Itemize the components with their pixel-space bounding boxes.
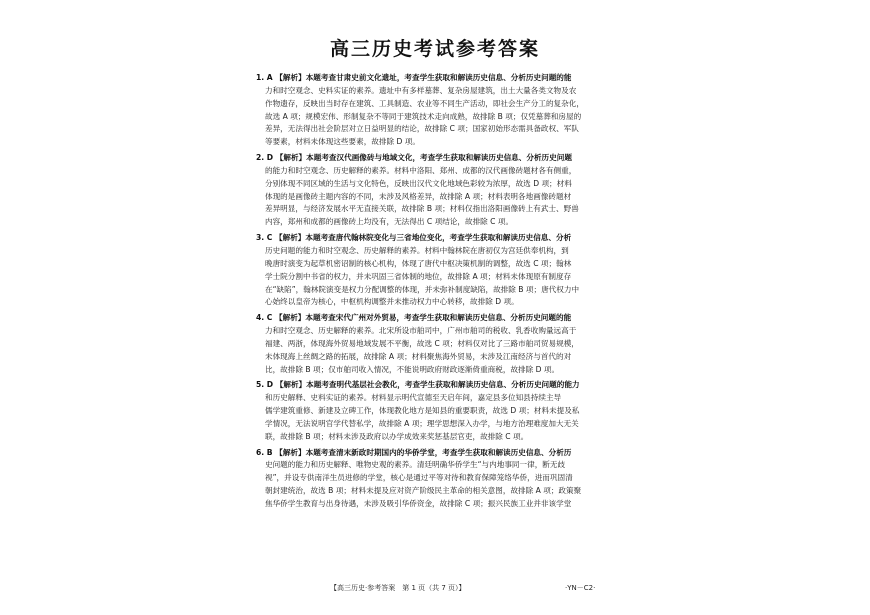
answer-heading-line: 3. C 【解析】本题考查唐代翰林院变化与三省地位变化，考查学生获取和解读历史信息、分析 (256, 233, 572, 243)
answer-heading-line: 4. C 【解析】本题考查宋代广州对外贸易，考查学生获取和解读历史信息、分析历史问题的能 (256, 313, 572, 323)
page-title: 高三历史考试参考答案 (329, 38, 540, 60)
answer-text-line: 学情况，无法说明官学代替私学，故排除 A 项；理学思想深入办学，与地方治理难度加大无关 (265, 418, 579, 428)
answer-item (256, 447, 610, 511)
answers-body (256, 72, 610, 514)
answer-text-line: 历史问题的能力和时空观念、历史解释的素养。材料中翰林院在唐初仅为宫廷供奉机构，到 (265, 245, 569, 255)
answer-text-line: 儒学建筑重修、新建及立碑工作，体现教化地方是知县的重要职责，故选 D 项；材料未提及私 (265, 406, 580, 416)
answer-heading-line: 1. A 【解析】本题考查甘肃史前文化遗址，考查学生获取和解读历史信息、分析历史问题的能 (256, 73, 572, 82)
answer-text-line: 福建、两浙，体现海外贸易地域发展不平衡，故选 C 项；材料仅对比了三路市舶司贸易规模， (265, 338, 579, 348)
answer-text-line: 体现的是画像砖主题内容的不同，未涉及风格差异，故排除 A 项；材料表明各地画像砖题材 (265, 191, 572, 201)
answer-text-line: 等要素，材料未体现这些要素，故排除 D 项。 (265, 137, 420, 147)
answer-text-line: 史问题的能力和历史解释、唯物史观的素养。清廷明确华侨学生“与内地事同一律，断无歧 (265, 460, 566, 470)
answer-item (256, 152, 610, 229)
answer-heading-line: 6. B 【解析】本题考查清末新政时期国内的华侨学堂，考查学生获取和解读历史信息、分析历 (256, 447, 572, 457)
answer-text-line: 朝封建统治，故选 B 项；材料未提及应对资产阶级民主革命的相关意图，故排除 A 项；政策聚 (265, 486, 582, 496)
answer-item (256, 232, 610, 309)
answer-text-line: 晚唐时演变为起草机密诏制的核心机构，体现了唐代中枢决策机制的调整，故选 C 项；翰林 (265, 258, 572, 268)
answer-text-line: 差异，无法得出社会阶层对立日益明显的结论，故排除 C 项；国家初始形态需具备政权、军队 (265, 124, 579, 134)
answer-text-line: 力和时空观念、历史解释的素养。北宋所设市舶司中，广州市舶司的税收、乳香收购量远高于 (265, 326, 577, 336)
answer-text-line: 学士院分割中书省的权力，并未巩固三省体制的地位，故排除 A 项；材料未体现原有制度存 (265, 271, 572, 281)
answer-text-line: 在“缺陷”，翰林院演变是权力分配调整的体现，并未弥补制度缺陷，故排除 B 项；唐代权力中 (265, 284, 580, 294)
answer-text-line: 的能力和时空观念、历史解释的素养。材料中洛阳、郑州、成都的汉代画像砖题材各有侧重， (265, 165, 577, 175)
page-footer (0, 583, 870, 597)
answer-text-line: 内容，郑州和成都的画像砖上均没有，无法得出 C 项结论，故排除 C 项。 (265, 217, 514, 227)
footer-code: ·YN－C2· (565, 584, 596, 592)
answer-text-line: 作物遗存，反映出当时存在建筑、工具制造、农业等不同生产活动，即社会生产分工的复杂化， (265, 98, 584, 108)
answer-text-line: 焦华侨学生教育与出身待遇，未涉及吸引华侨资金，故排除 C 项；振兴民族工业并非该学堂 (265, 499, 572, 508)
answer-text-line: 比，故排除 B 项；仅市舶司收入情况，不能说明政府财政逐渐倚重商税，故排除 D 项。 (265, 364, 560, 374)
answer-text-line: 差异明显，与经济发展水平无直接关联，故排除 B 项；材料仅指出洛阳画像砖上有武士、野兽 (265, 204, 579, 214)
answer-text-line: 心始终以皇帝为核心，中枢机构调整并未推动权力中心转移，故排除 D 项。 (265, 297, 519, 307)
answer-text-line: 和历史解释、史料实证的素养。材料显示明代宣德至天启年间，嘉定县多位知县持续主导 (265, 393, 562, 403)
answer-text-line: 力和时空观念、史料实证的素养。遗址中有多样墓葬、复杂房屋建筑，出土大量各类文物及农 (265, 85, 577, 95)
answer-text-line: 联，故排除 B 项；材料未涉及政府以办学成效来奖惩基层官吏，故排除 C 项。 (265, 431, 529, 441)
footer-page-info: 【高三历史·参考答案 第 1 页（共 7 页）】 (330, 584, 466, 592)
answer-text-line: 故选 A 项；规模宏伟、形制复杂不等同于建筑技术走向成熟，故排除 B 项；仅凭墓葬和房屋的 (265, 111, 582, 121)
answer-item (256, 379, 610, 443)
answer-text-line: 视”，并设专供南洋生员进修的学堂，核心是通过平等对待和教育保障笼络华侨，进而巩固清 (265, 473, 573, 483)
answer-heading-line: 5. D 【解析】本题考查明代基层社会教化，考查学生获取和解读历史信息、分析历史问题的能力 (256, 380, 580, 390)
answer-text-line: 未体现海上丝绸之路的拓展，故排除 A 项；材料聚焦海外贸易，未涉及江南经济与首代的对 (265, 351, 572, 361)
answer-item (256, 312, 610, 376)
answer-text-line: 分别体现不同区域的生活与文化特色，反映出汉代文化地域色彩较为浓厚，故选 D 项；材料 (265, 178, 572, 188)
answer-heading-line: 2. D 【解析】本题考查汉代画像砖与地域文化，考查学生获取和解读历史信息、分析历史问题 (256, 153, 572, 163)
answer-item (256, 72, 610, 149)
